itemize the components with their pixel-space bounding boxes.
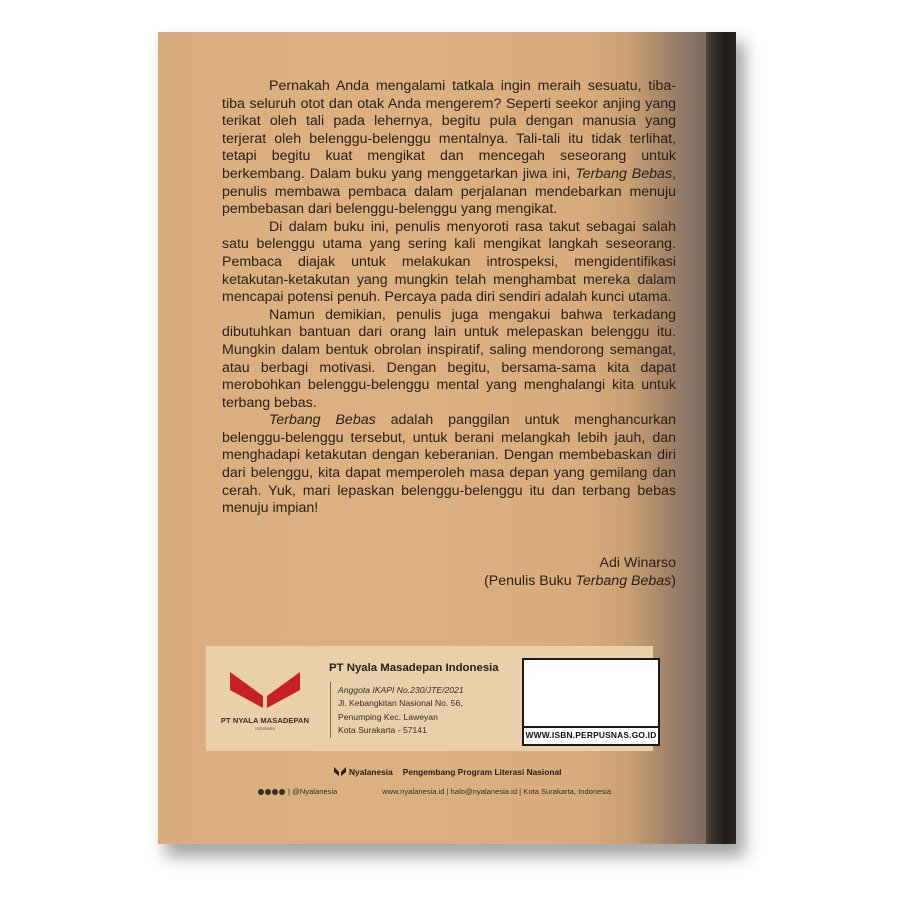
- publisher-details: [338, 684, 464, 737]
- brand-tagline: Pengembang Program Literasi Nasional: [402, 766, 562, 777]
- blurb-paragraph-3: Namun demikian, penulis juga mengakui bahwa terkadang dibutuhkan bantuan dari orang lain untuk melepaskan belenggu itu. Mungkin dalam bentuk obrolan inspiratif, saling mendorong semangat, atau berbagi motivasi. Dengan begitu, bersama-sama kita dapat merobohkan belenggu-belenggu mental yang menghalangi kita untuk terbang bebas.: [222, 306, 676, 411]
- youtube-icon: [258, 789, 264, 795]
- blurb-paragraph-4: Terbang Bebas adalah panggilan untuk menghancurkan belenggu-belenggu tersebut, untuk berani melangkah lebih jauh, dan menghadapi ketakutan dengan keberanian. Dengan membebaskan diri dari belenggu, kita dapat memperoleh masa depan yang gemilang dan cerah. Yuk, mari lepaskan belenggu-belenggu itu dan terbang bebas menuju impian!: [222, 412, 676, 517]
- facebook-icon: [272, 789, 278, 795]
- author-role: (Penulis Buku Terbang Bebas): [484, 573, 676, 589]
- blurb-paragraph-1: Pernakah Anda mengalami tatkala ingin meraih sesuatu, tiba-tiba seluruh otot dan otak Anda mengerem? Seperti seekor anjing yang terikat oleh tali pada lehernya, begitu pula dengan manusia yang terjerat oleh belenggu-belenggu mentalnya. Tali-tali itu tidak terlihat, tetapi begitu kuat mengikat dan mencegah seseorang untuk berkembang. Dalam buku yang menggetarkan jiwa ini, Terbang Bebas, penulis membawa pembaca dalam perjalanan mendebarkan menuju pembebasan dari belenggu-belenggu yang mengikat.: [222, 78, 676, 218]
- publisher-divider: [330, 682, 331, 738]
- author-name: Adi Winarso: [599, 555, 676, 571]
- book-title-italic: Terbang Bebas: [575, 165, 673, 182]
- publisher-logo-sub: Indonesia: [255, 726, 275, 731]
- blurb: [222, 78, 676, 518]
- social-handle: | @Nyalanesia: [288, 787, 338, 796]
- publisher-name: PT Nyala Masadepan Indonesia: [329, 662, 499, 674]
- blurb-paragraph-2: Di dalam buku ini, penulis menyoroti rasa takut sebagai salah satu belenggu utama yang sering kali mengikat langkah seseorang. Pembaca diajak untuk melakukan introspeksi, mengidentifikasi ketakutan-ketakutan yang mungkin telah menghambat mereka dalam mencapai potensi penuh. Percaya pada diri sendiri adalah kunci utama.: [222, 218, 676, 306]
- twitter-icon: [279, 789, 285, 795]
- author-signature: [484, 554, 676, 590]
- barcode-area: [524, 660, 658, 728]
- address-line: Kota Surakarta - 57141: [338, 724, 427, 735]
- address-line: Jl. Kebangkitan Nasional No. 56,: [338, 698, 463, 709]
- isbn-barcode-box: [522, 658, 660, 746]
- publisher-panel: [206, 646, 657, 751]
- address-line: Penumping Kec. Laweyan: [338, 711, 438, 722]
- social-links: [258, 787, 337, 797]
- publisher-logo-name: PT NYALA MASADEPAN: [220, 716, 310, 725]
- brand-name: Nyalanesia: [349, 766, 393, 777]
- nyalanesia-logo-icon: [334, 767, 346, 777]
- book-title-italic: Terbang Bebas: [269, 412, 376, 429]
- back-cover: [158, 32, 706, 844]
- nyalanesia-brand: [334, 766, 561, 777]
- social-media-icons: [258, 788, 286, 797]
- publisher-logo-icon: [230, 670, 300, 716]
- ikapi-membership: Anggota IKAPI No.230/JTE/2021: [338, 685, 464, 695]
- instagram-icon: [265, 789, 271, 795]
- isbn-url: WWW.ISBN.PERPUSNAS.GO.ID: [524, 726, 658, 744]
- contact-info: www.nyalanesia.id | halo@nyalanesia.id | Kota Surakarta, Indonesia: [382, 787, 612, 796]
